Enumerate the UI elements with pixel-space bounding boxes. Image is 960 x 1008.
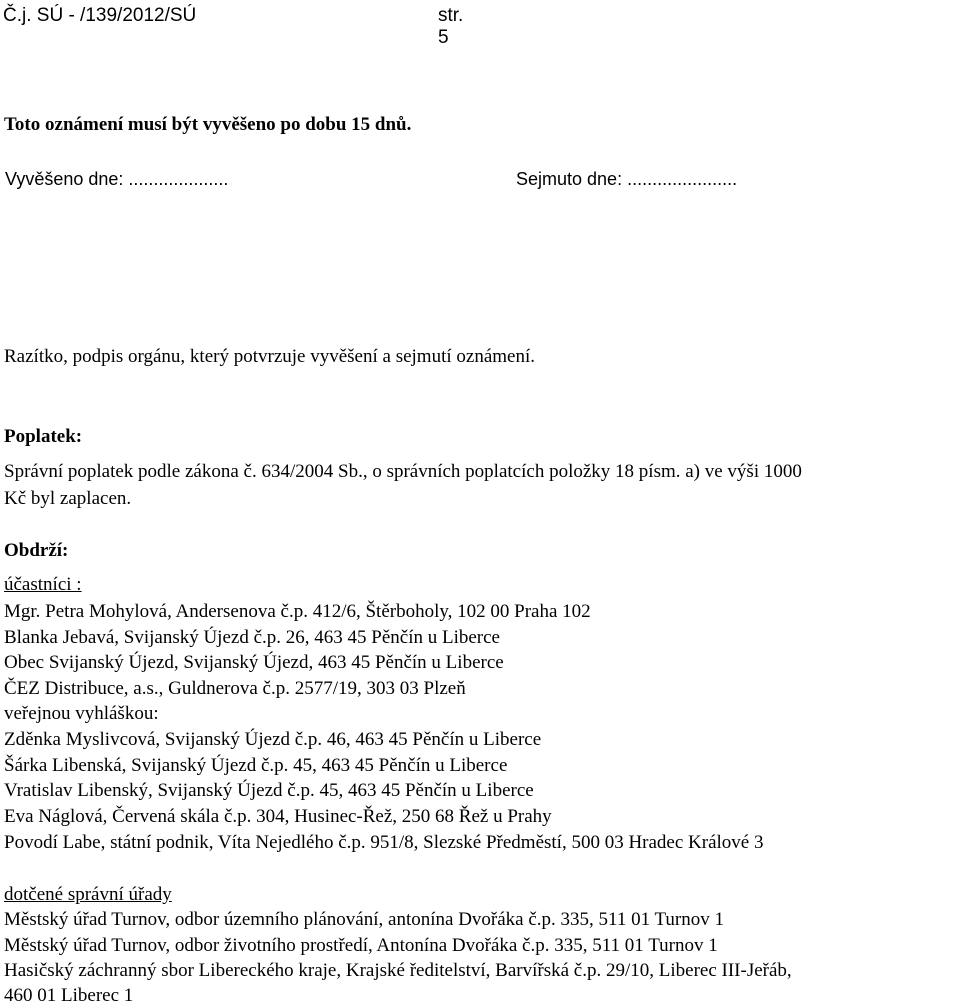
authority-item: Městský úřad Turnov, odbor životního prostředí, Antonína Dvořáka č.p. 335, 511 01 Turnov 1 — [4, 935, 718, 956]
fee-text-line-2: Kč byl zaplacen. — [4, 488, 132, 509]
fee-text-line-1: Správní poplatek podle zákona č. 634/2004 Sb., o správních poplatcích položky 18 písm. a) ve výši 1000 — [4, 461, 802, 482]
page-header — [3, 5, 464, 48]
reference-number: Č.j. SÚ - /139/2012/SÚ — [3, 5, 197, 26]
fee-heading: Poplatek: — [4, 426, 83, 447]
authority-item: Městský úřad Turnov, odbor územního plánování, antonína Dvořáka č.p. 335, 511 01 Turnov 1 — [4, 909, 725, 930]
authorities-label: dotčené správní úřady — [4, 884, 172, 905]
public-recipient-item: Povodí Labe, státní podnik, Víta Nejedlého č.p. 951/8, Slezské Předměstí, 500 03 Hradec Králové 3 — [4, 832, 764, 853]
posting-statement: Toto oznámení musí být vyvěšeno po dobu 15 dnů. — [4, 114, 412, 135]
public-recipient-item: Zděnka Myslivcová, Svijanský Újezd č.p. 46, 463 45 Pěnčín u Liberce — [4, 729, 542, 750]
authority-item: 460 01 Liberec 1 — [4, 985, 134, 1006]
authority-item: Hasičský záchranný sbor Libereckého kraje, Krajské ředitelství, Barvířská č.p. 29/10, Liberec III-Jeřáb, — [4, 960, 792, 981]
participant-item: Obec Svijanský Újezd, Svijanský Újezd, 463 45 Pěnčín u Liberce — [4, 652, 504, 673]
public-recipient-item: Eva Náglová, Červená skála č.p. 304, Husinec-Řež, 250 68 Řež u Prahy — [4, 806, 552, 827]
recipients-heading: Obdrží: — [4, 540, 69, 561]
participants-label: účastníci : — [4, 574, 82, 595]
participant-item: Mgr. Petra Mohylová, Andersenova č.p. 412/6, Štěrboholy, 102 00 Praha 102 — [4, 601, 591, 622]
stamp-signature-note: Razítko, podpis orgánu, který potvrzuje vyvěšení a sejmutí oznámení. — [4, 346, 535, 367]
public-recipient-item: Šárka Libenská, Svijanský Újezd č.p. 45, 463 45 Pěnčín u Liberce — [4, 755, 508, 776]
public-recipient-item: Vratislav Libenský, Svijanský Újezd č.p. 45, 463 45 Pěnčín u Liberce — [4, 780, 534, 801]
removed-date-field: Sejmuto dne: ...................... — [516, 169, 738, 189]
public-notice-label: veřejnou vyhláškou: — [4, 703, 159, 724]
participant-item: ČEZ Distribuce, a.s., Guldnerova č.p. 2577/19, 303 03 Plzeň — [4, 678, 466, 699]
posted-date-field: Vyvěšeno dne: .................... — [5, 169, 229, 189]
page-number: str. 5 — [438, 5, 464, 48]
participant-item: Blanka Jebavá, Svijanský Újezd č.p. 26, 463 45 Pěnčín u Liberce — [4, 627, 500, 648]
